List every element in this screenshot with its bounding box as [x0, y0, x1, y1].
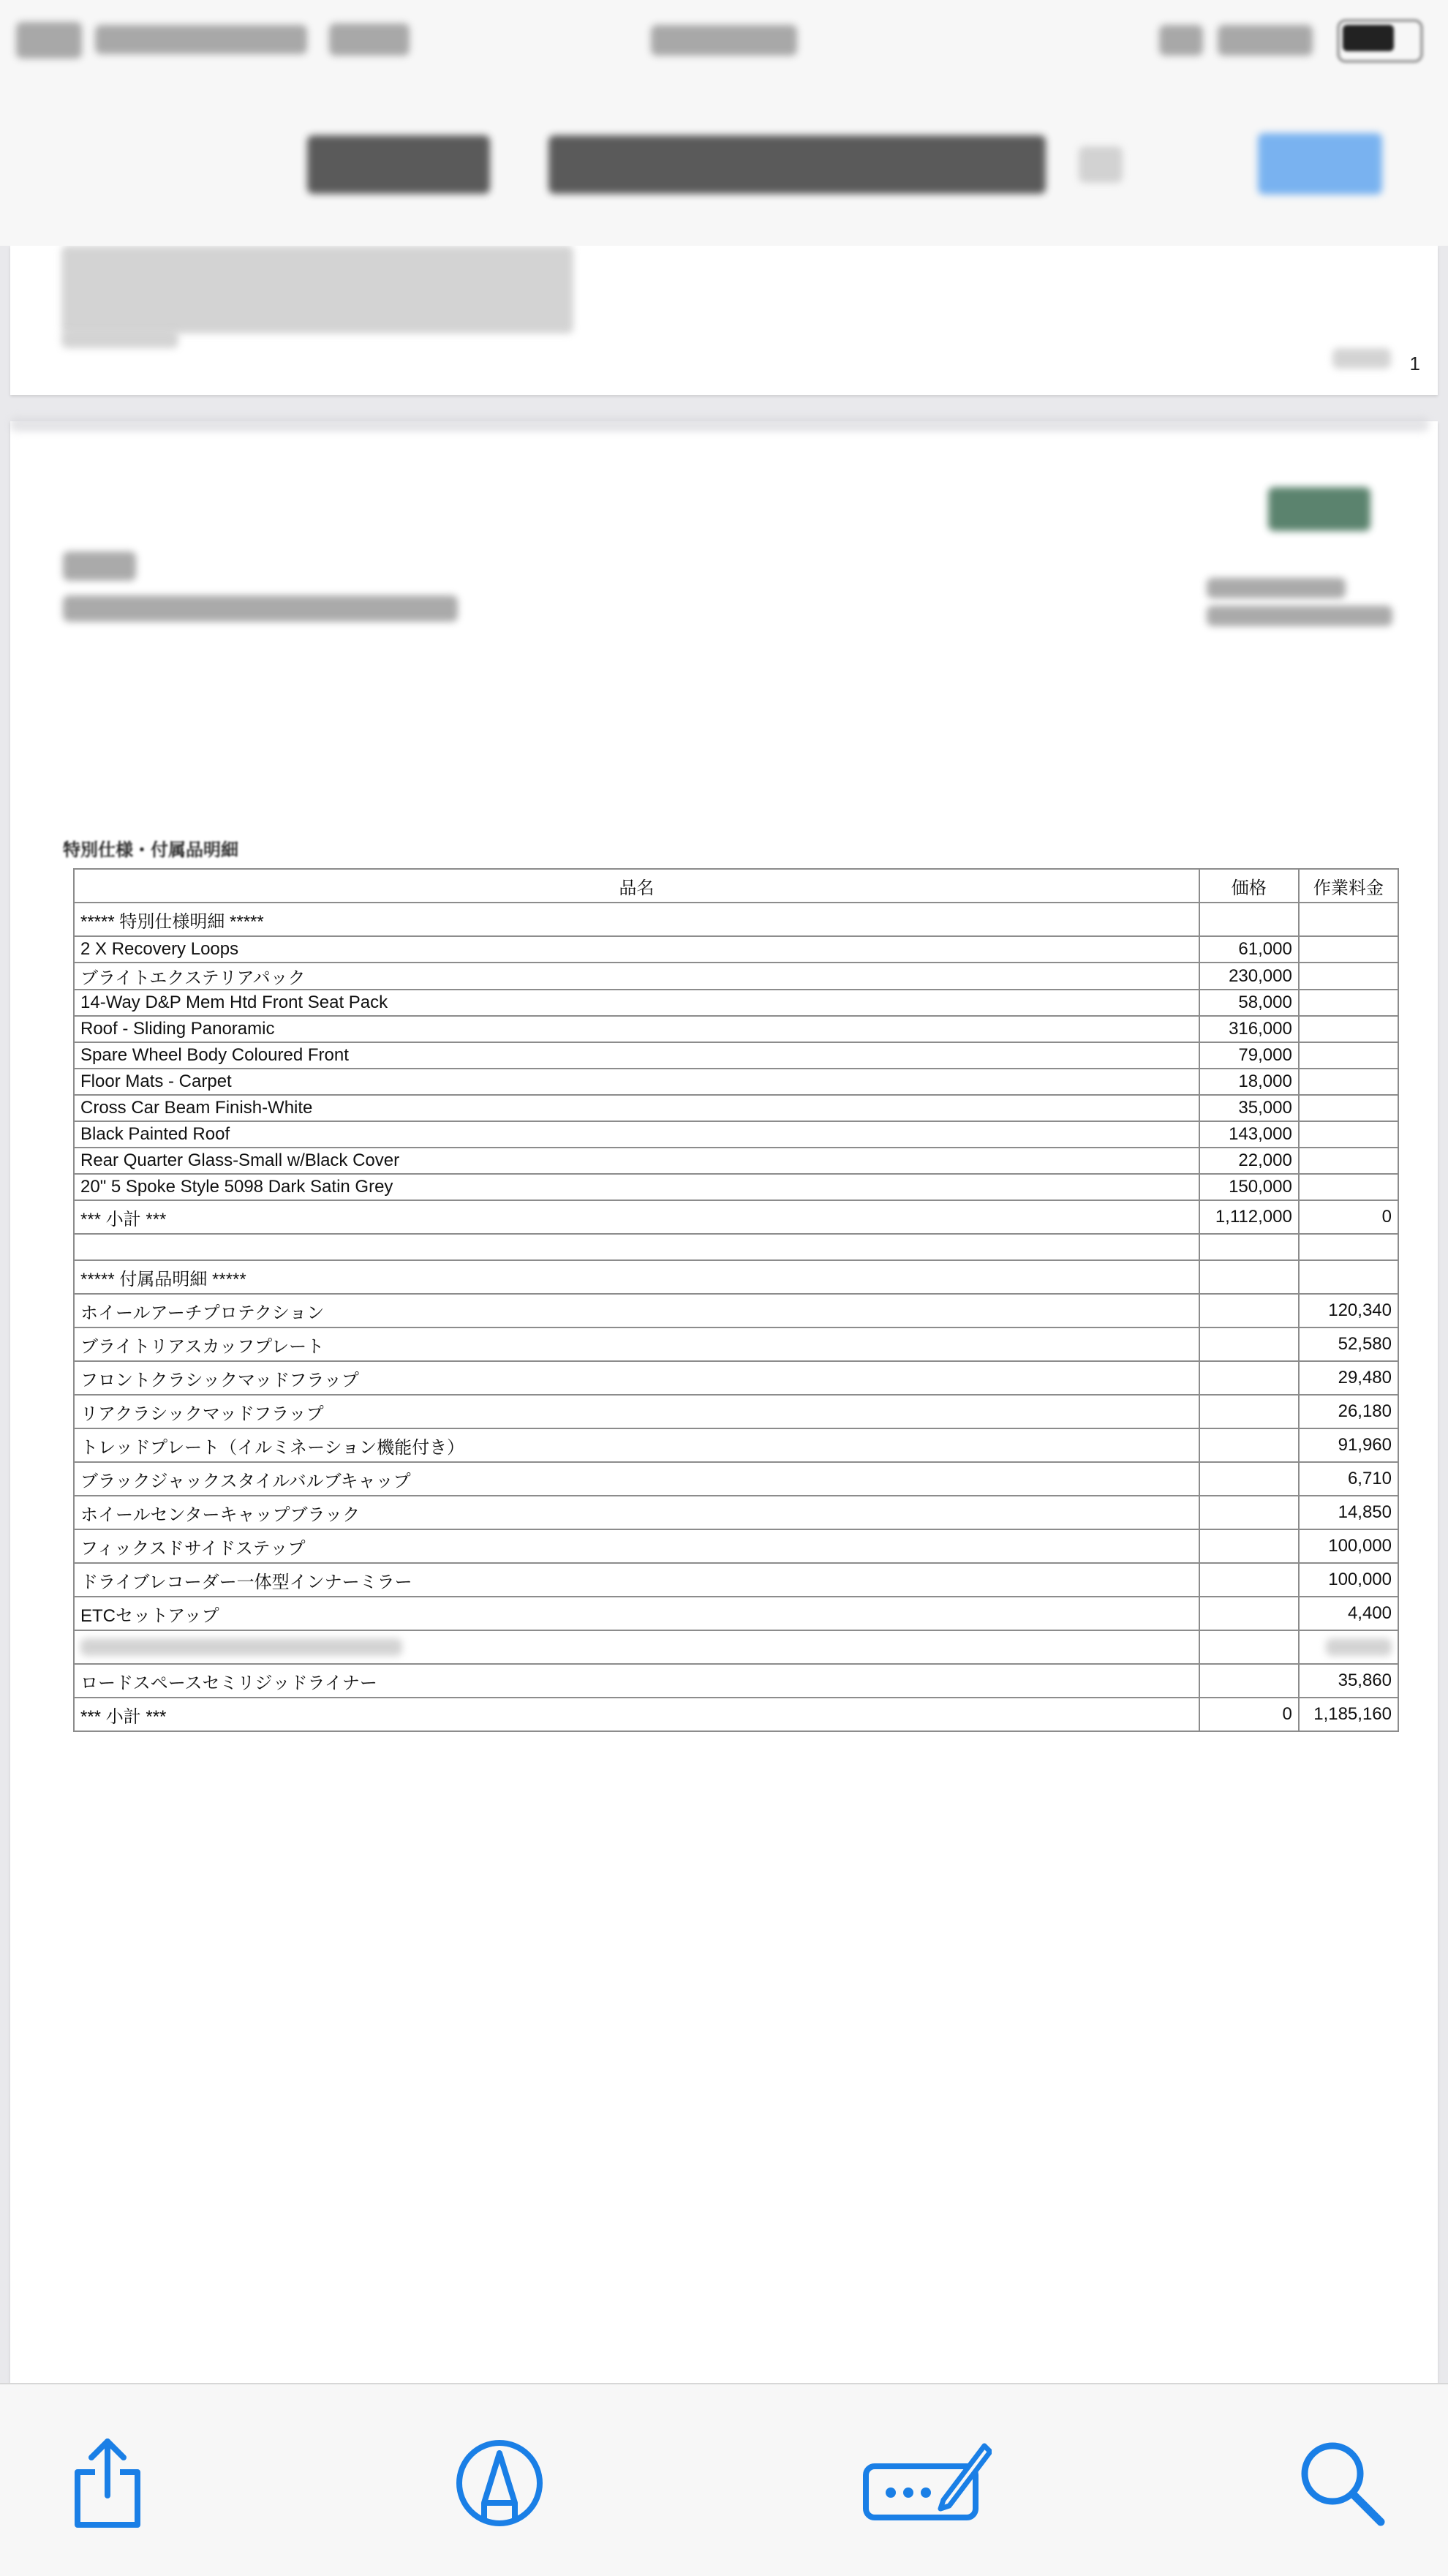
table-row	[74, 1563, 1398, 1597]
recipient-address	[63, 595, 458, 622]
table-row	[74, 963, 1398, 990]
row-name: *** 小計 ***	[74, 1200, 1199, 1234]
row-fee	[1299, 936, 1398, 963]
recipient-name	[63, 551, 136, 581]
row-name: 20" 5 Spoke Style 5098 Dark Satin Grey	[74, 1174, 1199, 1200]
row-fee	[1299, 1042, 1398, 1069]
search-icon	[1294, 2436, 1389, 2531]
row-fee	[1299, 1630, 1398, 1664]
signature-icon	[860, 2436, 992, 2531]
row-price	[1199, 1260, 1299, 1294]
pdf-page-1	[10, 246, 1438, 395]
row-fee: 4,400	[1299, 1597, 1398, 1630]
header-price: 価格	[1199, 869, 1299, 903]
table-row	[74, 1395, 1398, 1428]
bottom-toolbar	[0, 2383, 1448, 2576]
battery-percent	[1218, 25, 1313, 56]
table-row	[74, 1095, 1398, 1121]
table-row	[74, 1234, 1398, 1260]
row-fee	[1299, 1095, 1398, 1121]
navigation-bar	[0, 80, 1448, 247]
row-name: Roof - Sliding Panoramic	[74, 1016, 1199, 1042]
row-name: ホイールセンターキャップブラック	[74, 1496, 1199, 1529]
spec-accessory-table	[73, 868, 1399, 1732]
row-price: 58,000	[1199, 990, 1299, 1016]
row-name: Floor Mats - Carpet	[74, 1069, 1199, 1095]
status-bar	[0, 0, 1448, 80]
row-fee	[1299, 1069, 1398, 1095]
row-name: フィックスドサイドステップ	[74, 1529, 1199, 1563]
row-name: ブライトエクステリアパック	[74, 963, 1199, 990]
document-filename	[548, 135, 1046, 194]
row-name: ***** 特別仕様明細 *****	[74, 903, 1199, 936]
share-button[interactable]	[53, 2428, 162, 2538]
wifi-icon	[329, 23, 410, 56]
table-row	[74, 1121, 1398, 1148]
row-fee: 6,710	[1299, 1462, 1398, 1496]
table-row	[74, 1174, 1398, 1200]
row-price: 22,000	[1199, 1148, 1299, 1174]
row-fee: 100,000	[1299, 1563, 1398, 1597]
share-icon	[67, 2436, 148, 2531]
row-price	[1199, 1664, 1299, 1698]
row-price	[1199, 1234, 1299, 1260]
row-name: ロードスペースセミリジッドライナー	[74, 1664, 1199, 1698]
row-fee: 52,580	[1299, 1327, 1398, 1361]
table-row	[74, 1496, 1398, 1529]
row-fee	[1299, 1121, 1398, 1148]
row-fee	[1299, 963, 1398, 990]
table-row	[74, 1428, 1398, 1462]
page1-redacted-footer	[61, 331, 178, 348]
row-fee	[1299, 1016, 1398, 1042]
row-name: Rear Quarter Glass-Small w/Black Cover	[74, 1148, 1199, 1174]
row-price: 35,000	[1199, 1095, 1299, 1121]
row-name	[74, 1630, 1199, 1664]
row-price	[1199, 1361, 1299, 1395]
carrier-label	[95, 25, 307, 54]
header-name: 品名	[74, 869, 1199, 903]
row-fee: 1,185,160	[1299, 1698, 1398, 1731]
row-price	[1199, 1597, 1299, 1630]
table-row	[74, 1327, 1398, 1361]
table-row	[74, 1361, 1398, 1395]
row-price	[1199, 1294, 1299, 1327]
row-price: 143,000	[1199, 1121, 1299, 1148]
markup-button[interactable]	[445, 2428, 554, 2538]
section-caption: 特別仕様・付属品明細	[63, 840, 238, 860]
row-price	[1199, 1462, 1299, 1496]
row-fee	[1299, 903, 1398, 936]
document-viewer[interactable]	[0, 246, 1448, 2383]
row-fee: 26,180	[1299, 1395, 1398, 1428]
row-price: 316,000	[1199, 1016, 1299, 1042]
row-fee: 35,860	[1299, 1664, 1398, 1698]
redacted-row	[74, 1630, 1398, 1664]
row-name: フロントクラシックマッドフラップ	[74, 1361, 1199, 1395]
row-price	[1199, 903, 1299, 936]
row-fee: 91,960	[1299, 1428, 1398, 1462]
page-number: 1	[1409, 353, 1420, 374]
table-row	[74, 903, 1398, 936]
subtotal-row	[74, 1698, 1398, 1731]
subtotal-row	[74, 1200, 1398, 1234]
redacted-item-name	[80, 1638, 402, 1656]
row-fee	[1299, 1260, 1398, 1294]
row-price: 150,000	[1199, 1174, 1299, 1200]
table-row	[74, 1597, 1398, 1630]
row-price: 1,112,000	[1199, 1200, 1299, 1234]
header-fee: 作業料金	[1299, 869, 1398, 903]
row-name: リアクラシックマッドフラップ	[74, 1395, 1199, 1428]
row-price: 79,000	[1199, 1042, 1299, 1069]
table-row	[74, 1016, 1398, 1042]
row-name: *** 小計 ***	[74, 1698, 1199, 1731]
row-name: Spare Wheel Body Coloured Front	[74, 1042, 1199, 1069]
row-price	[1199, 1496, 1299, 1529]
row-price	[1199, 1428, 1299, 1462]
search-button[interactable]	[1287, 2428, 1397, 2538]
row-name: 14-Way D&P Mem Htd Front Seat Pack	[74, 990, 1199, 1016]
row-fee	[1299, 990, 1398, 1016]
page1-redacted-block	[61, 246, 573, 334]
company-logo	[1268, 487, 1370, 531]
row-fee: 14,850	[1299, 1496, 1398, 1529]
dealer-info-line-2	[1207, 606, 1392, 626]
table-row	[74, 1042, 1398, 1069]
row-price	[1199, 1630, 1299, 1664]
document-title	[307, 135, 490, 194]
title-chevron-icon[interactable]	[1079, 146, 1123, 183]
row-fee: 29,480	[1299, 1361, 1398, 1395]
battery-icon	[1337, 19, 1423, 63]
row-price: 0	[1199, 1698, 1299, 1731]
row-price	[1199, 1563, 1299, 1597]
row-name: Cross Car Beam Finish-White	[74, 1095, 1199, 1121]
row-fee: 0	[1299, 1200, 1398, 1234]
table-header-row	[74, 869, 1398, 903]
pdf-page-2	[10, 421, 1438, 2383]
table-row	[74, 936, 1398, 963]
done-button[interactable]	[1258, 133, 1382, 195]
row-price: 230,000	[1199, 963, 1299, 990]
row-price: 61,000	[1199, 936, 1299, 963]
row-name: ドライブレコーダー一体型インナーミラー	[74, 1563, 1199, 1597]
row-name: ブラックジャックスタイルバルブキャップ	[74, 1462, 1199, 1496]
row-price	[1199, 1327, 1299, 1361]
table-row	[74, 1069, 1398, 1095]
row-fee	[1299, 1148, 1398, 1174]
table-row	[74, 1294, 1398, 1327]
row-name: ***** 付属品明細 *****	[74, 1260, 1199, 1294]
row-name: ETCセットアップ	[74, 1597, 1199, 1630]
row-name: ホイールアーチプロテクション	[74, 1294, 1199, 1327]
row-price	[1199, 1395, 1299, 1428]
row-name: ブライトリアスカッフプレート	[74, 1327, 1199, 1361]
markup-icon	[452, 2436, 547, 2531]
clock-label	[651, 25, 797, 56]
row-fee	[1299, 1234, 1398, 1260]
signal-indicator	[16, 22, 82, 59]
row-fee	[1299, 1174, 1398, 1200]
row-name: トレッドプレート（イルミネーション機能付き）	[74, 1428, 1199, 1462]
row-price: 18,000	[1199, 1069, 1299, 1095]
page2-redacted-top-bar	[10, 417, 1429, 432]
row-fee: 120,340	[1299, 1294, 1398, 1327]
row-price	[1199, 1529, 1299, 1563]
table-row	[74, 1529, 1398, 1563]
redacted-item-fee	[1326, 1638, 1392, 1656]
table-row	[74, 1148, 1398, 1174]
location-icon	[1159, 25, 1203, 56]
table-row	[74, 1260, 1398, 1294]
table-row	[74, 1664, 1398, 1698]
row-name: Black Painted Roof	[74, 1121, 1199, 1148]
page1-redacted-right	[1332, 348, 1391, 369]
table-row	[74, 990, 1398, 1016]
dealer-info-line-1	[1207, 578, 1346, 598]
row-name	[74, 1234, 1199, 1260]
signature-button[interactable]	[860, 2428, 992, 2538]
table-row	[74, 1462, 1398, 1496]
row-name: 2 X Recovery Loops	[74, 936, 1199, 963]
row-fee: 100,000	[1299, 1529, 1398, 1563]
